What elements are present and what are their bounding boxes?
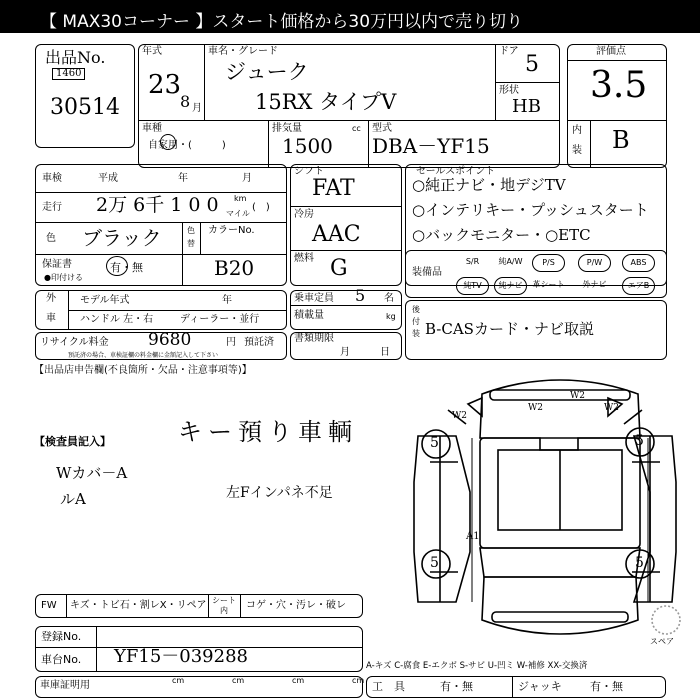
capacity-value: 5	[355, 286, 366, 305]
capacity-label: 乗車定員	[294, 293, 334, 304]
divider	[290, 250, 402, 251]
vehicle-type-options: 自家用・( )	[148, 140, 226, 151]
model-grade: 15RX タイプV	[255, 90, 397, 114]
lot-number: 30514	[50, 95, 120, 120]
car-diagram	[400, 372, 690, 642]
inspector-key-note: キー預り車輌	[178, 418, 358, 446]
sales-item: ○純正ナビ・地デジTV	[412, 176, 566, 194]
chassis-label: 車台No.	[41, 653, 82, 666]
inspector-label: 【検査員記入】	[34, 435, 111, 448]
sales-item: ○インテリキー・プッシュスタート	[412, 201, 649, 219]
interior-label-1: 内	[572, 125, 582, 136]
circle-mark	[106, 256, 128, 276]
divider	[512, 676, 513, 698]
divider	[290, 206, 402, 207]
tire-rr: 5	[635, 555, 644, 571]
registration-label: 登録No.	[41, 630, 82, 643]
divider	[240, 594, 241, 618]
model-name: ジューク	[225, 60, 309, 84]
divider	[200, 222, 201, 254]
fw-legend: キズ・トビ石・割レX・リペア	[70, 600, 207, 611]
recycle-note: 預託済の場合、車検証欄の料金欄に金額記入して下さい	[68, 352, 219, 359]
divider	[567, 60, 667, 61]
import-model-year: モデル年式	[80, 295, 130, 306]
tools-label: 工 具	[372, 680, 405, 693]
import-handle: ハンドル 左・右	[80, 314, 154, 325]
mileage-paren: ( )	[252, 202, 270, 213]
load-label: 積載量	[294, 310, 324, 321]
mileage-unit-mile: マイル	[226, 209, 250, 218]
equip-tv: 純TV	[456, 277, 489, 295]
year-value: 23	[148, 70, 182, 100]
divider	[567, 120, 667, 121]
seat-legend: コゲ・穴・汚レ・破レ	[246, 600, 346, 611]
interior-label-2: 装	[572, 145, 582, 156]
divider	[368, 120, 369, 168]
docs-label: 書類期限	[294, 333, 334, 344]
load-unit: kg	[386, 312, 396, 321]
fw-label: FW	[41, 600, 57, 611]
mileage-value: 2万 6千 1 0 0	[96, 194, 219, 216]
fuel-value: G	[330, 256, 348, 281]
chassis-value: YF15－039288	[114, 646, 248, 667]
color-value: ブラック	[82, 226, 162, 250]
tire-fl: 5	[430, 435, 439, 451]
displacement-unit: cc	[352, 124, 361, 133]
legend-codes: A-キズ C-腐食 E-エクボ S-サビ U-凹ミ W-補修 XX-交換済	[366, 661, 588, 671]
doors-label: ドア	[499, 46, 519, 57]
mark-w2-d: W2	[604, 403, 619, 413]
shift-label: シフト	[294, 166, 324, 177]
seller-notes-label: 【出品店申告欄(不良箇所・欠品・注意事項等)】	[34, 365, 252, 376]
equip-ps: P/S	[532, 254, 565, 272]
doors-value: 5	[525, 52, 539, 77]
tire-rl: 5	[430, 555, 439, 571]
model-code-value: DBA－YF15	[372, 134, 490, 158]
warranty-note: ●印付ける	[44, 273, 83, 282]
month-unit: 月	[192, 103, 202, 114]
divider	[290, 305, 402, 306]
divider	[66, 594, 67, 618]
import-dealer: ディーラー・並行	[180, 314, 260, 325]
mark-w2-b: W2	[528, 403, 543, 413]
recycle-unit: 円	[226, 337, 236, 348]
import-year-unit: 年	[222, 295, 232, 306]
jack-label: ジャッキ	[518, 680, 562, 693]
recycle-value: 9680	[148, 330, 192, 350]
inspection-label: 車検	[42, 173, 62, 184]
inspector-line-1: Wカバ－A	[56, 464, 128, 482]
mileage-unit-km: km	[234, 194, 247, 203]
equipment-label: 装備品	[412, 267, 442, 278]
year-label: 年式	[142, 46, 162, 57]
cert-cm: cm	[172, 676, 185, 685]
divider	[495, 82, 560, 83]
vehicle-type-label: 車種	[142, 123, 162, 134]
model-label: 車名・グレード	[208, 46, 278, 57]
year-month: 8	[180, 92, 191, 111]
score-value: 3.5	[590, 65, 648, 106]
equip-abs: ABS	[622, 254, 655, 272]
color-no-value: B20	[214, 256, 255, 280]
recycle-label: リサイクル料金	[40, 337, 109, 348]
interior-value: B	[612, 126, 630, 154]
divider	[204, 44, 205, 120]
score-label: 評価点	[596, 46, 626, 57]
divider	[96, 626, 97, 672]
rear-label-1: 後	[412, 305, 420, 314]
rear-value: B-CASカード・ナビ取説	[425, 320, 594, 338]
cert-cm: cm	[292, 676, 305, 685]
banner-text: 【 MAX30コーナー 】スタート価格から30万円以内で売り切り	[40, 12, 524, 32]
lot-sub: 1460	[52, 68, 85, 80]
ac-value: AAC	[312, 222, 361, 247]
rear-label-3: 装	[412, 329, 420, 338]
inspection-month: 月	[242, 173, 252, 184]
shift-value: FAT	[312, 176, 355, 201]
recycle-deposited: 預託済	[244, 337, 274, 348]
equip-alloy: 純A/W	[498, 257, 523, 266]
warranty-options: 有・無	[110, 261, 143, 274]
divider	[208, 594, 209, 618]
fuel-label: 燃料	[294, 253, 314, 264]
color-change-1: 色	[187, 226, 195, 235]
capacity-unit: 名	[384, 293, 394, 304]
docs-day: 日	[380, 347, 390, 358]
equip-ext-navi: 外ナビ	[582, 280, 607, 289]
lot-label: 出品No.	[45, 48, 106, 67]
color-label: 色	[46, 233, 56, 244]
mark-w2-c: W2	[570, 391, 585, 401]
divider	[68, 310, 287, 311]
color-change-2: 替	[187, 239, 195, 248]
tools-options: 有・無	[440, 680, 473, 693]
shape-label: 形状	[499, 85, 519, 96]
displacement-value: 1500	[282, 134, 333, 158]
jack-options: 有・無	[590, 680, 623, 693]
displacement-label: 排気量	[272, 123, 302, 134]
inspection-era: 平成	[98, 173, 118, 184]
model-code-label: 型式	[372, 123, 392, 134]
seat-label-2: 内	[220, 606, 228, 615]
sales-label: セールスポイント	[416, 166, 496, 177]
divider	[590, 120, 591, 168]
mileage-label: 走行	[42, 202, 62, 213]
docs-month: 月	[340, 347, 350, 358]
import-label-2: 車	[46, 313, 56, 324]
divider	[35, 254, 287, 255]
warranty-label: 保証書	[42, 259, 72, 270]
cert-cm: cm	[232, 676, 245, 685]
divider	[35, 222, 287, 223]
import-label-1: 外	[46, 293, 56, 304]
equip-sr: S/R	[465, 257, 480, 266]
ac-label: 冷房	[294, 209, 314, 220]
tire-fr: 5	[635, 433, 644, 449]
divider	[268, 120, 269, 168]
equip-airbag: エアB	[622, 277, 655, 295]
rear-label-2: 付	[412, 317, 420, 326]
inspector-line-2: ルA	[60, 490, 86, 508]
divider	[182, 222, 183, 286]
inspector-line-3: 左Fインパネ不足	[226, 485, 333, 501]
cert-cm: cm	[352, 676, 365, 685]
seat-label-1: シート	[212, 596, 236, 605]
mark-a1: A1	[466, 531, 480, 542]
color-no-label: カラーNo.	[208, 225, 255, 236]
spare-label: スペア	[650, 637, 674, 646]
equip-navi: 純ナビ	[494, 277, 527, 295]
divider	[35, 192, 287, 193]
cert-label: 車庫証明用	[40, 680, 90, 691]
mark-w2-a: W2	[452, 411, 467, 421]
inspection-year: 年	[178, 173, 188, 184]
equip-pw: P/W	[578, 254, 611, 272]
equip-leather: 革シート	[532, 280, 565, 289]
circle-mark	[160, 134, 176, 150]
divider	[138, 120, 560, 121]
sales-item: ○バックモニター・○ETC	[412, 226, 591, 244]
shape-value: HB	[512, 96, 541, 117]
